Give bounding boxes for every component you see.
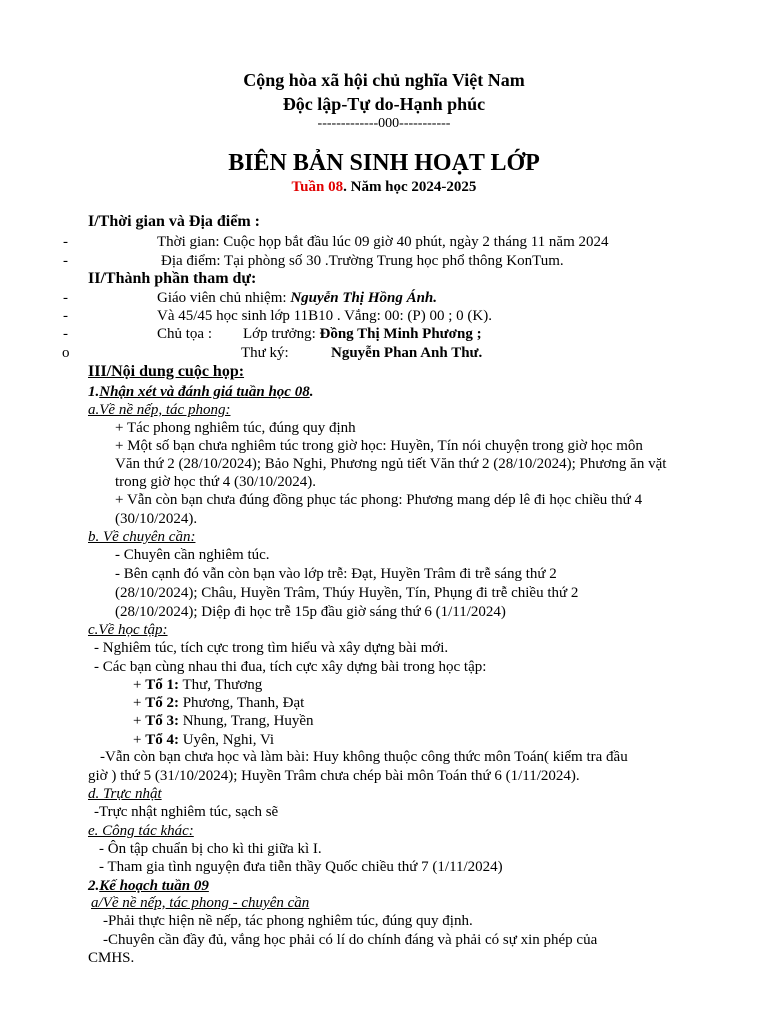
content-line: (28/10/2024); Châu, Huyền Trâm, Thúy Huyền, Tín, Phụng đi trễ chiều thứ 2 [115,585,579,601]
document-title: BIÊN BẢN SINH HOẠT LỚP [228,150,540,176]
list-bullet: - [63,308,68,324]
subtitle-separator: . [343,179,351,195]
subsection-e-heading: e. Công tác khác: [88,823,194,839]
section-2-heading: II/Thành phần tham dự: [88,270,257,287]
meeting-place: Địa điểm: Tại phòng số 30 .Trường Trung học phổ thông KonTum. [161,253,564,269]
week-label: Tuần 08 [291,179,344,195]
monitor-name: Đồng Thị Minh Phương ; [319,326,482,342]
monitor-label: Lớp trưởng: [243,326,320,342]
school-year: Năm học 2024-2025 [350,179,477,195]
group-label: Tổ 2: [145,695,179,711]
part-1-dot: . [309,384,314,400]
group-label: Tổ 4: [145,732,179,748]
section-1-heading: I/Thời gian và Địa điểm : [88,213,260,230]
content-line: giờ ) thứ 5 (31/10/2024); Huyền Trâm chưa chép bài môn Toán thứ 6 (1/11/2024). [88,768,580,784]
group-plus: + [133,695,146,711]
list-bullet-circle: o [62,345,70,361]
part-1-heading [88,383,313,401]
homeroom-teacher [157,289,437,307]
content-line: -Phải thực hiện nề nếp, tác phong nghiêm túc, đúng quy định. [103,913,473,929]
subsection-b-heading: b. Về chuyên cần: [88,529,196,545]
content-line: + Tác phong nghiêm túc, đúng quy định [115,420,356,436]
content-line: trong giờ học thứ 4 (30/10/2024). [115,474,317,490]
section-3-heading: III/Nội dung cuộc họp: [88,363,245,380]
part-2-heading [88,877,209,895]
group-plus: + [133,732,146,748]
document-subtitle [0,178,768,196]
secretary-name: Nguyễn Phan Anh Thư. [331,345,483,361]
content-line: - Bên cạnh đó vẫn còn bạn vào lớp trễ: Đạt, Huyền Trâm đi trễ sáng thứ 2 [115,566,557,582]
group-1 [133,676,262,694]
teacher-name: Nguyễn Thị Hồng Ánh. [290,290,438,306]
group-members: Uyên, Nghi, Vi [178,732,275,748]
list-bullet: - [63,253,68,269]
group-plus: + [133,713,146,729]
content-line: -Vẫn còn bạn chưa học và làm bài: Huy không thuộc công thức môn Toán( kiểm tra đầu [100,749,628,765]
meeting-time: Thời gian: Cuộc họp bắt đầu lúc 09 giờ 40 phút, ngày 2 tháng 11 năm 2024 [157,234,609,250]
student-attendance: Và 45/45 học sinh lớp 11B10 . Vắng: 00: (P) 00 ; 0 (K). [157,308,492,324]
part-1-title: Nhận xét và đánh giá tuần học 08 [99,384,310,400]
group-plus: + [133,677,146,693]
group-members: Nhung, Trang, Huyền [178,713,314,729]
class-monitor [243,325,482,343]
content-line: - Nghiêm túc, tích cực trong tìm hiểu và xây dựng bài mới. [94,640,449,656]
list-bullet: - [63,290,68,306]
group-2 [133,694,304,712]
group-label: Tổ 3: [145,713,179,729]
subsection-c-heading: c.Về học tập: [88,622,168,638]
content-line: -Trực nhật nghiêm túc, sạch sẽ [94,804,279,820]
secretary-label: Thư ký: [241,345,289,361]
header-divider: -------------000----------- [317,116,451,131]
group-4 [133,731,274,749]
subsection-d-heading: d. Trực nhật [88,786,162,802]
group-label: Tổ 1: [145,677,179,693]
part-1-number: 1. [88,384,100,400]
group-3 [133,712,314,730]
content-line: - Chuyên cần nghiêm túc. [115,547,270,563]
content-line: + Một số bạn chưa nghiêm túc trong giờ học: Huyền, Tín nói chuyện trong giờ học môn [115,438,643,454]
group-members: Thư, Thương [178,677,263,693]
list-bullet: - [63,234,68,250]
content-line: - Tham gia tình nguyện đưa tiễn thầy Quốc chiều thứ 7 (1/11/2024) [99,859,503,875]
content-line: - Ôn tập chuẩn bị cho kì thi giữa kì I. [99,841,322,857]
part-2-number: 2. [88,878,100,894]
content-line: CMHS. [88,950,135,966]
content-line: -Chuyên cần đầy đủ, vắng học phải có lí do chính đáng và phải có sự xin phép của [103,932,598,948]
content-line: Văn thứ 2 (28/10/2024); Bảo Nghi, Phương ngủ tiết Văn thứ 2 (28/10/2024); Phương ăn vặt [115,456,667,472]
country-name: Cộng hòa xã hội chủ nghĩa Việt Nam [243,70,525,90]
list-bullet: - [63,326,68,342]
part-2a-heading: a/Về nề nếp, tác phong - chuyên cần [91,895,310,911]
teacher-label: Giáo viên chủ nhiệm: [157,290,291,306]
part-2-title: Kế hoạch tuần 09 [99,878,209,894]
content-line: (28/10/2024); Diệp đi học trễ 15p đầu giờ sáng thứ 6 (1/11/2024) [115,604,506,620]
content-line: - Các bạn cùng nhau thi đua, tích cực xây dựng bài trong học tập: [94,659,487,675]
content-line: + Vẫn còn bạn chưa đúng đồng phục tác phong: Phương mang dép lê đi học chiều thứ 4 [115,492,643,508]
chair-label: Chủ tọa : [157,326,212,342]
content-line: (30/10/2024). [115,511,198,527]
national-motto: Độc lập-Tự do-Hạnh phúc [282,94,486,114]
group-members: Phương, Thanh, Đạt [178,695,305,711]
subsection-a-heading: a.Về nề nếp, tác phong: [88,402,231,418]
